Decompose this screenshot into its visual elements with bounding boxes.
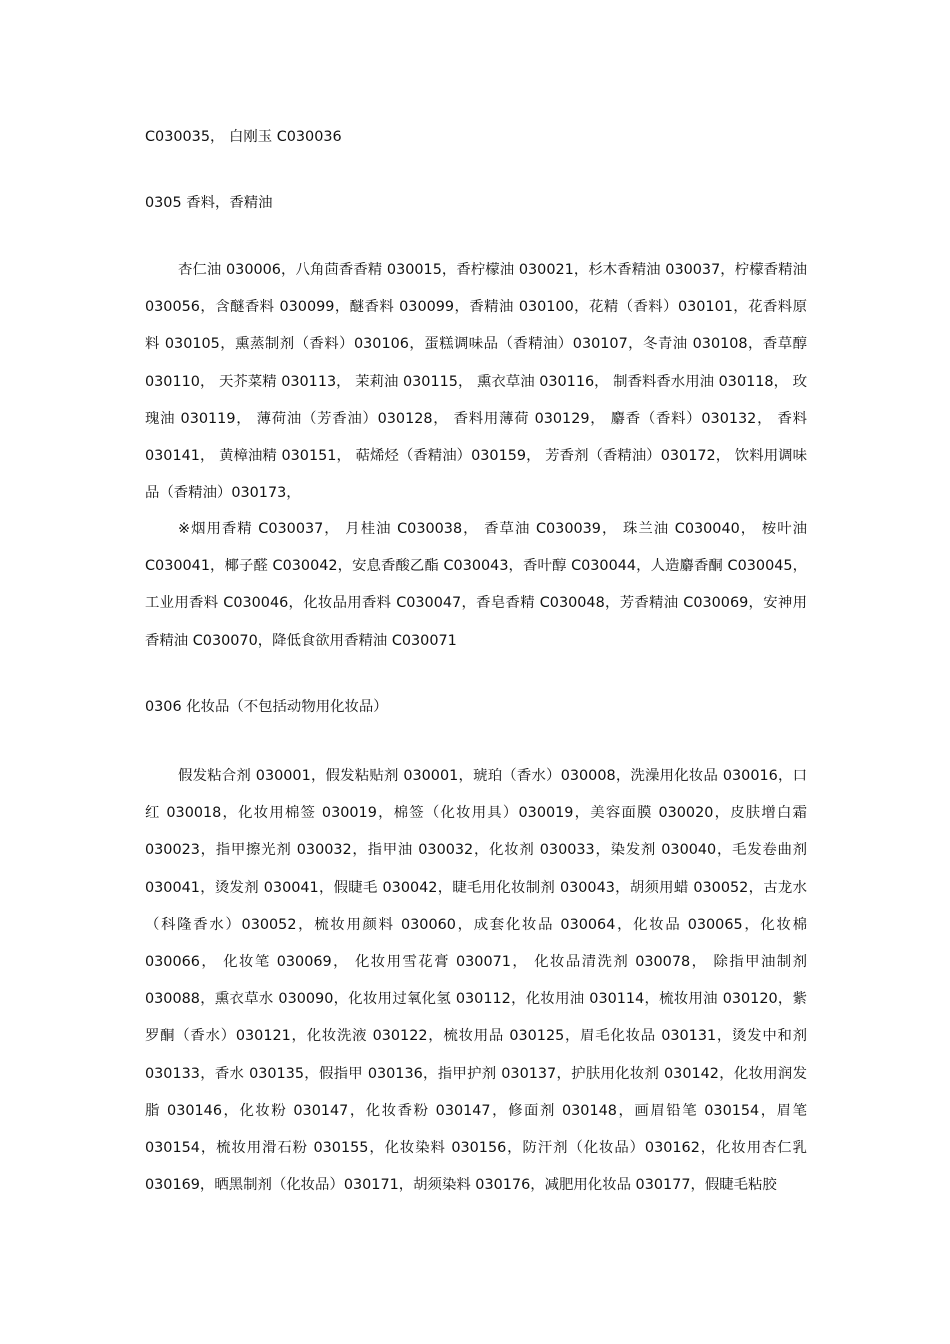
section-heading-0306: 0306 化妆品（不包括动物用化妆品）: [145, 699, 388, 715]
section-heading-0305: 0305 香料，香精油: [145, 195, 273, 211]
section-0306-paragraph-1: 假发粘合剂 030001，假发粘贴剂 030001，琥珀（香水）030008，洗澡用化妆品 030016，口红 030018，化妆用棉签 030019，棉签（化妆用具）030019，美容面膜 030020，皮肤增白霜 030023，指甲擦光剂 030032，指甲油 030032，化妆剂 030033，染发剂 030040，毛发卷曲剂 030041，烫发剂 030041，假睫毛 030042，睫毛用化妆制剂 030043，胡须用蜡 030052，古龙水（科隆香水）030052，梳妆用颜料 030060，成套化妆品 030064，化妆品 030065，化妆棉 030066， 化妆笔 030069， 化妆用雪花膏 030071， 化妆品清洗剂 030078， 除指甲油制剂 030088，熏衣草水 030090，化妆用过氧化氢 030112，化妆用油 030114，梳妆用油 030120，紫罗酮（香水）030121，化妆洗液 030122，梳妆用品 030125，眉毛化妆品 030131，烫发中和剂 030133，香水 030135，假指甲 030136，指甲护剂 030137，护肤用化妆剂 030142，化妆用润发脂 030146，化妆粉 030147，化妆香粉 030147，修面剂 030148，画眉铅笔 030154，眉笔 030154，梳妆用滑石粉 030155，化妆染料 030156，防汗剂（化妆品）030162，化妆用杏仁乳 030169，晒黑制剂（化妆品）030171，胡须染料 030176，减肥用化妆品 030177，假睫毛粘胶: [145, 768, 807, 1194]
section-0305-paragraph-2: ※烟用香精 C030037， 月桂油 C030038， 香草油 C030039， 珠兰油 C030040， 桉叶油 C030041，椰子醛 C030042，安息香酸乙酯 C030043，香叶醇 C030044，人造麝香酮 C030045，工业用香料 C030046，化妆品用香料 C030047，香皂香精 C030048，芳香精油 C030069，安神用香精油 C030070，降低食欲用香精油 C030071: [145, 521, 807, 649]
top-line: C030035， 白刚玉 C030036: [145, 129, 342, 145]
section-0305-paragraph-1: 杏仁油 030006，八角茴香香精 030015，香柠檬油 030021，杉木香精油 030037，柠檬香精油 030056，含醚香料 030099，醚香料 030099，香精油 030100，花精（香料）030101，花香料原料 030105，熏蒸制剂（香料）030106，蛋糕调味品（香精油）030107，冬青油 030108，香草醇 030110， 天芥菜精 030113， 茉莉油 030115， 熏衣草油 030116， 制香料香水用油 030118， 玫瑰油 030119， 薄荷油（芳香油）030128， 香料用薄荷 030129， 麝香（香料）030132， 香料 030141， 黄樟油精 030151， 萜烯烃（香精油）030159， 芳香剂（香精油）030172， 饮料用调味品（香精油）030173，: [145, 262, 807, 502]
